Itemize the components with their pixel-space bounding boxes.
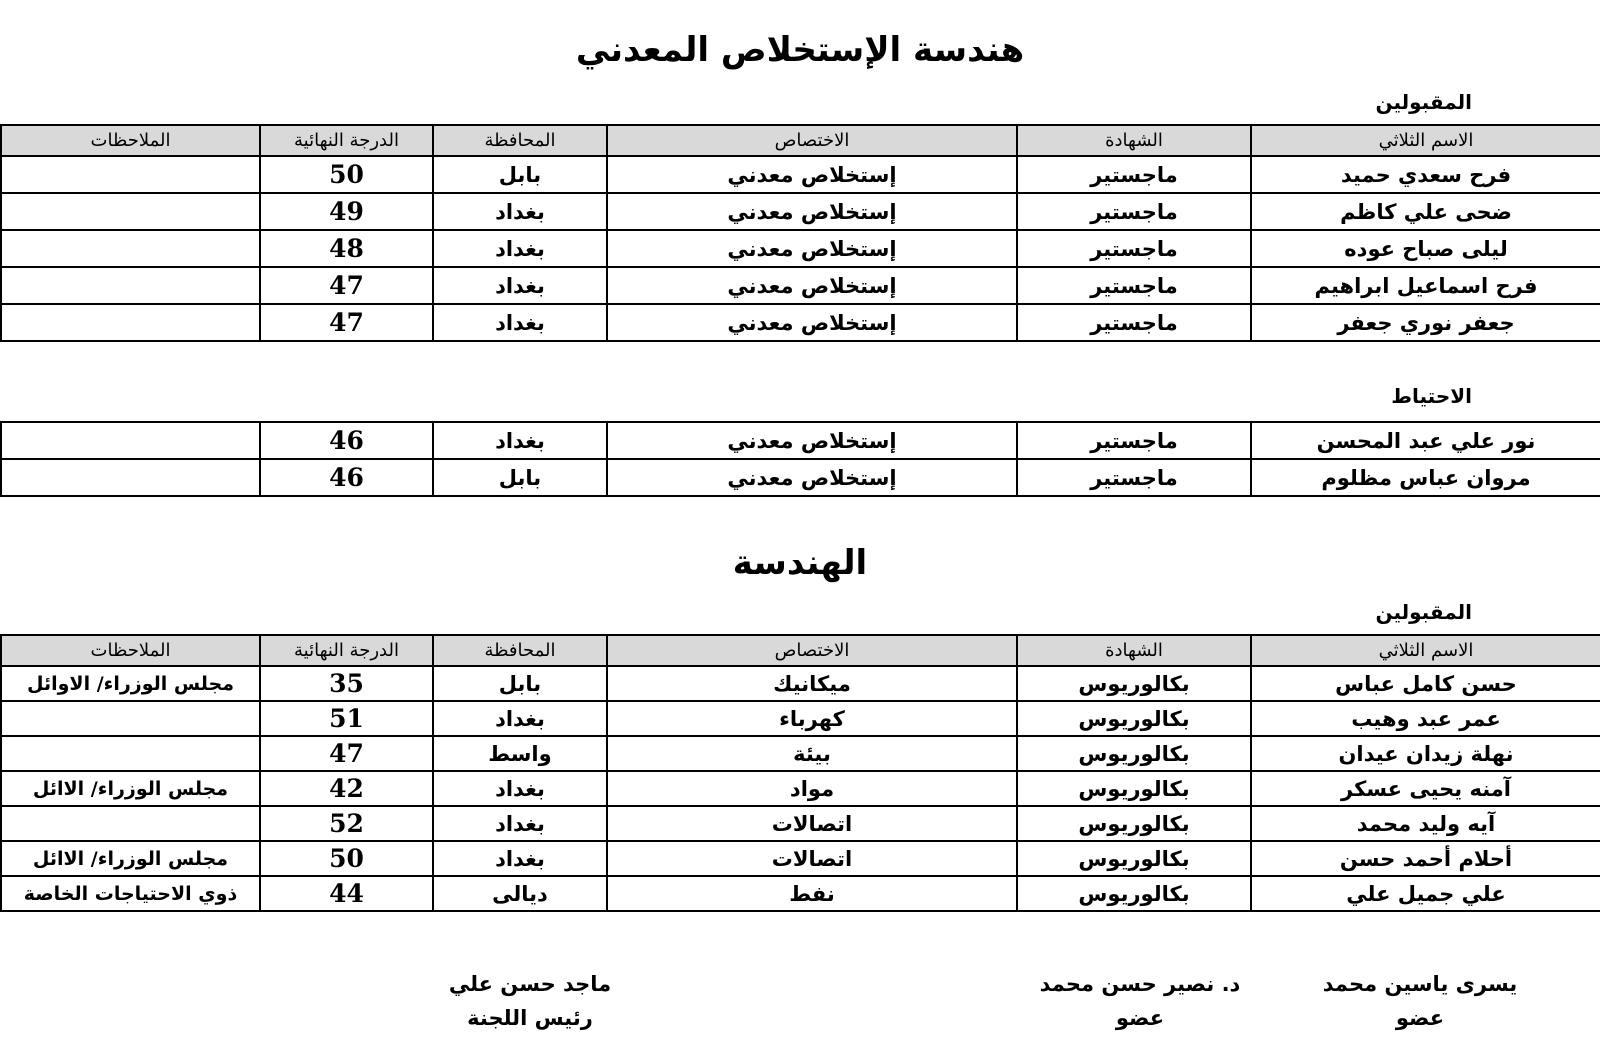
cell-name: ليلى صباح عوده — [1251, 230, 1600, 267]
cell-score: 51 — [260, 701, 433, 736]
cell-name: عمر عبد وهيب — [1251, 701, 1600, 736]
table-row — [1, 422, 1600, 459]
col-score: الدرجة النهائية — [260, 635, 433, 666]
section2-title: الهندسة — [732, 543, 868, 583]
cell-degree: ماجستير — [1017, 193, 1251, 230]
table-row — [1, 736, 1600, 771]
cell-score: 42 — [260, 771, 433, 806]
cell-province: بغداد — [433, 193, 607, 230]
table-row — [1, 666, 1600, 701]
cell-notes — [1, 422, 260, 459]
table-row — [1, 876, 1600, 911]
cell-name: نور علي عبد المحسن — [1251, 422, 1600, 459]
cell-degree: بكالوريوس — [1017, 806, 1251, 841]
col-specialty: الاختصاص — [607, 125, 1017, 156]
cell-notes — [1, 304, 260, 341]
cell-degree: ماجستير — [1017, 156, 1251, 193]
cell-specialty: مواد — [607, 771, 1017, 806]
col-notes: الملاحظات — [1, 125, 260, 156]
cell-province: بغداد — [433, 806, 607, 841]
cell-province: بابل — [433, 156, 607, 193]
col-name: الاسم الثلاثي — [1251, 125, 1600, 156]
cell-province: ديالى — [433, 876, 607, 911]
cell-degree: ماجستير — [1017, 459, 1251, 496]
cell-specialty: ميكانيك — [607, 666, 1017, 701]
cell-name: نهلة زيدان عيدان — [1251, 736, 1600, 771]
signature-chairman — [420, 967, 640, 1035]
cell-name: علي جميل علي — [1251, 876, 1600, 911]
cell-notes: مجلس الوزراء/ الاائل — [1, 841, 260, 876]
section1-reserve-body — [1, 422, 1600, 496]
cell-score: 47 — [260, 304, 433, 341]
cell-notes — [1, 736, 260, 771]
signature-role: عضو — [1115, 1006, 1165, 1030]
cell-notes — [1, 230, 260, 267]
cell-province: بغداد — [433, 771, 607, 806]
cell-score: 49 — [260, 193, 433, 230]
cell-name: حسن كامل عباس — [1251, 666, 1600, 701]
cell-specialty: إستخلاص معدني — [607, 459, 1017, 496]
cell-score: 52 — [260, 806, 433, 841]
cell-name: مروان عباس مظلوم — [1251, 459, 1600, 496]
cell-specialty: بيئة — [607, 736, 1017, 771]
cell-degree: بكالوريوس — [1017, 771, 1251, 806]
cell-score: 46 — [260, 459, 433, 496]
cell-province: بغداد — [433, 701, 607, 736]
section2-body — [1, 666, 1600, 911]
cell-score: 47 — [260, 267, 433, 304]
cell-score: 50 — [260, 841, 433, 876]
cell-name: جعفر نوري جعفر — [1251, 304, 1600, 341]
table-row — [1, 771, 1600, 806]
cell-degree: بكالوريوس — [1017, 701, 1251, 736]
table-row — [1, 701, 1600, 736]
section1-accepted-label: المقبولين — [1375, 90, 1472, 114]
signature-member-1 — [1310, 967, 1530, 1035]
section1-reserve-label: الاحتياط — [1391, 384, 1472, 408]
signature-member-2 — [1020, 967, 1260, 1035]
col-province: المحافظة — [433, 125, 607, 156]
cell-name: فرح سعدي حميد — [1251, 156, 1600, 193]
signature-name: ماجد حسن علي — [448, 972, 612, 996]
cell-province: بابل — [433, 666, 607, 701]
cell-notes — [1, 156, 260, 193]
cell-notes — [1, 806, 260, 841]
col-score: الدرجة النهائية — [260, 125, 433, 156]
cell-specialty: اتصالات — [607, 841, 1017, 876]
cell-degree: بكالوريوس — [1017, 841, 1251, 876]
cell-province: بغداد — [433, 422, 607, 459]
table-row — [1, 267, 1600, 304]
cell-notes: ذوي الاحتياجات الخاصة — [1, 876, 260, 911]
table-header-row — [1, 635, 1600, 666]
cell-degree: ماجستير — [1017, 304, 1251, 341]
cell-degree: بكالوريوس — [1017, 876, 1251, 911]
cell-degree: ماجستير — [1017, 422, 1251, 459]
cell-name: آمنه يحيى عسكر — [1251, 771, 1600, 806]
cell-score: 46 — [260, 422, 433, 459]
signature-name: د. نصير حسن محمد — [1039, 972, 1241, 996]
cell-notes: مجلس الوزراء/ الاائل — [1, 771, 260, 806]
signature-name: يسرى ياسين محمد — [1322, 972, 1518, 996]
col-degree: الشهادة — [1017, 635, 1251, 666]
cell-name: ضحى علي كاظم — [1251, 193, 1600, 230]
col-degree: الشهادة — [1017, 125, 1251, 156]
section1-accepted-table — [0, 124, 1600, 342]
cell-province: بغداد — [433, 304, 607, 341]
col-specialty: الاختصاص — [607, 635, 1017, 666]
cell-degree: ماجستير — [1017, 267, 1251, 304]
section1-reserve-table — [0, 421, 1600, 497]
cell-notes — [1, 267, 260, 304]
cell-notes — [1, 459, 260, 496]
cell-name: آيه وليد محمد — [1251, 806, 1600, 841]
cell-specialty: إستخلاص معدني — [607, 156, 1017, 193]
col-province: المحافظة — [433, 635, 607, 666]
signature-role: رئيس اللجنة — [467, 1006, 593, 1030]
col-notes: الملاحظات — [1, 635, 260, 666]
cell-notes: مجلس الوزراء/ الاوائل — [1, 666, 260, 701]
cell-name: أحلام أحمد حسن — [1251, 841, 1600, 876]
cell-province: بغداد — [433, 230, 607, 267]
cell-score: 50 — [260, 156, 433, 193]
table-row — [1, 230, 1600, 267]
cell-degree: بكالوريوس — [1017, 666, 1251, 701]
signature-role: عضو — [1395, 1006, 1445, 1030]
cell-score: 35 — [260, 666, 433, 701]
cell-degree: ماجستير — [1017, 230, 1251, 267]
cell-specialty: إستخلاص معدني — [607, 422, 1017, 459]
section1-accepted-body — [1, 156, 1600, 341]
table-row — [1, 459, 1600, 496]
cell-name: فرح اسماعيل ابراهيم — [1251, 267, 1600, 304]
cell-notes — [1, 193, 260, 230]
col-name: الاسم الثلاثي — [1251, 635, 1600, 666]
table-row — [1, 806, 1600, 841]
cell-notes — [1, 701, 260, 736]
table-row — [1, 193, 1600, 230]
table-row — [1, 156, 1600, 193]
cell-specialty: كهرباء — [607, 701, 1017, 736]
table-row — [1, 841, 1600, 876]
cell-score: 47 — [260, 736, 433, 771]
cell-specialty: إستخلاص معدني — [607, 304, 1017, 341]
cell-province: بغداد — [433, 267, 607, 304]
table-header-row — [1, 125, 1600, 156]
section2-accepted-label: المقبولين — [1375, 600, 1472, 624]
cell-score: 48 — [260, 230, 433, 267]
cell-score: 44 — [260, 876, 433, 911]
section2-table — [0, 634, 1600, 912]
cell-specialty: إستخلاص معدني — [607, 230, 1017, 267]
table-row — [1, 304, 1600, 341]
cell-specialty: إستخلاص معدني — [607, 193, 1017, 230]
cell-province: بابل — [433, 459, 607, 496]
cell-specialty: اتصالات — [607, 806, 1017, 841]
section1-title: هندسة الإستخلاص المعدني — [575, 30, 1025, 70]
cell-province: واسط — [433, 736, 607, 771]
cell-degree: بكالوريوس — [1017, 736, 1251, 771]
cell-specialty: إستخلاص معدني — [607, 267, 1017, 304]
cell-specialty: نفط — [607, 876, 1017, 911]
cell-province: بغداد — [433, 841, 607, 876]
